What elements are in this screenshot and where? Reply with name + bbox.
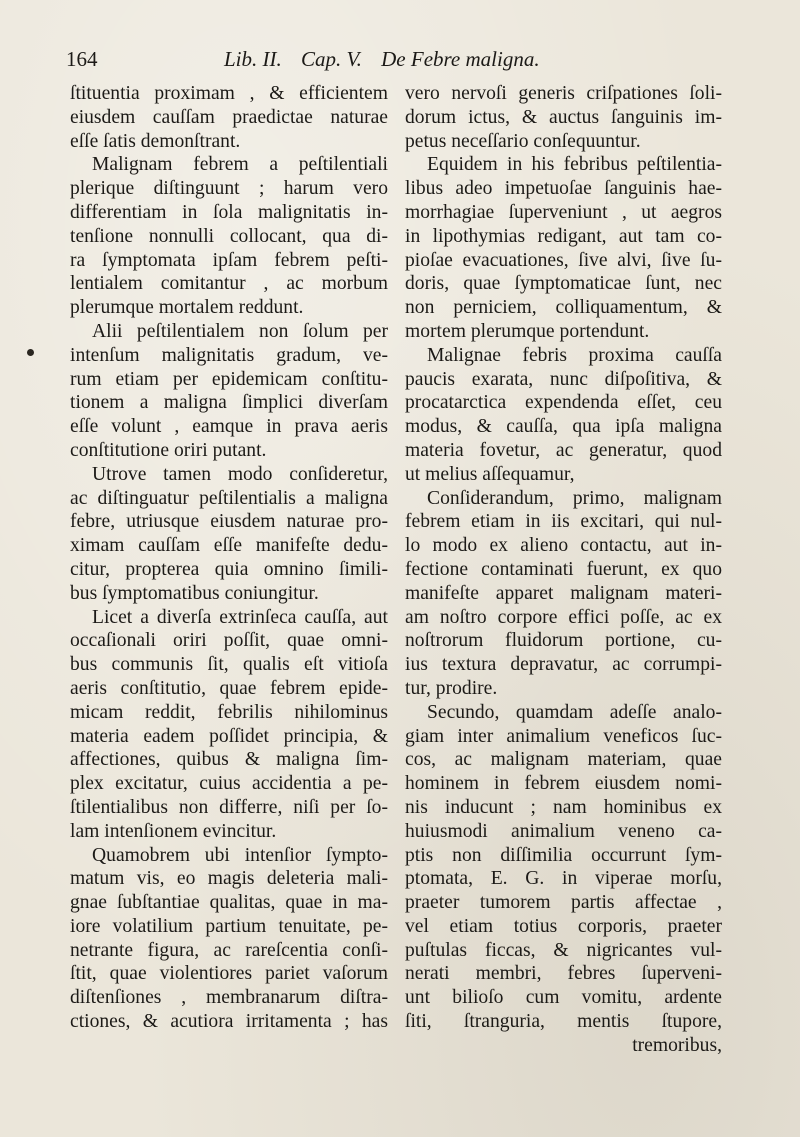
- ink-spot: [27, 349, 34, 356]
- text-line: fectione contaminati fuerunt, ex quo: [405, 558, 722, 580]
- text-line: ſtit, quae violentiores pariet vaſorum: [70, 963, 388, 985]
- text-line: citur, propterea quia omnino ſimili-: [70, 558, 388, 580]
- text-line: materia eadem poſſidet principia, &: [70, 725, 388, 747]
- text-line: Malignam febrem a peſtilentiali: [92, 154, 388, 176]
- paragraph: [70, 844, 388, 1034]
- text-line: Secundo, quamdam adeſſe analo-: [427, 701, 722, 723]
- text-line: plex excitatur, cuius accidentia a pe-: [70, 773, 388, 795]
- text-line: Alii peſtilentialem non ſolum per: [92, 320, 388, 342]
- text-line: vero nervoſi generis criſpationes ſoli-: [405, 83, 722, 104]
- text-line: Quamobrem ubi intenſior ſympto-: [92, 844, 388, 866]
- text-line: ra ſymptomata ipſam febrem peſti-: [70, 249, 388, 271]
- text-line: micam reddit, febrilis nihilominus: [70, 701, 388, 723]
- paragraph: [405, 487, 722, 701]
- text-line: eiusdem cauſſam praedictae naturae: [70, 106, 388, 128]
- text-line: ctiones, & acutiora irritamenta ; has: [70, 1011, 388, 1033]
- paragraph: [70, 153, 388, 320]
- text-line: Malignae febris proxima cauſſa: [427, 344, 722, 366]
- text-line: pioſae evacuationes, ſive alvi, ſive ſu-: [405, 249, 722, 271]
- text-line: ſtituentia proximam , & efficientem: [70, 83, 388, 104]
- text-line: netrante figura, ac rareſcentia conſi-: [70, 939, 388, 961]
- text-line: morrhagiae ſuperveniunt , ut aegros: [405, 201, 722, 223]
- text-line: nerati membri, febres ſuperveni-: [405, 963, 722, 985]
- text-line: materia fovetur, ac generatur, quod: [405, 439, 722, 461]
- running-head-book: Lib. II.: [224, 47, 282, 71]
- text-line: tenſione nonnulli collocant, qua di-: [70, 225, 388, 247]
- text-line: lo modo ex alieno contactu, aut in-: [405, 535, 722, 557]
- text-line: vel etiam totius corporis, praeter: [405, 915, 722, 937]
- text-line: lam intenſionem evincitur.: [70, 820, 277, 842]
- text-line: puſtulas ficcas, & nigricantes vul-: [405, 939, 722, 961]
- text-line: febrem etiam in iis excitari, qui nul-: [405, 511, 722, 533]
- page-number: 164: [66, 47, 98, 71]
- right-column: [405, 82, 722, 1058]
- text-line: iore volatilium partium tenuitate, pe-: [70, 915, 388, 937]
- text-line: bus communis ſit, qualis eſt vitioſa: [70, 654, 388, 676]
- text-line: praeter tumorem partis affectae ,: [405, 892, 722, 914]
- text-line: ximam cauſſam eſſe manifeſte dedu-: [70, 535, 388, 557]
- running-head: [224, 47, 554, 72]
- text-line: bus ſymptomatibus coniungitur.: [70, 582, 319, 604]
- running-head-chapter: Cap. V.: [301, 47, 362, 71]
- text-line: rum etiam per epidemicam conſtitu-: [70, 368, 388, 390]
- paragraph: [405, 344, 722, 487]
- text-line: ſtilentialibus non differre, niſi per ſo-: [70, 796, 388, 818]
- text-line: ut melius aſſequamur,: [405, 463, 575, 485]
- text-line: occaſionali oriri poſſit, quae omni-: [70, 630, 388, 652]
- paragraph: [405, 153, 722, 343]
- text-line: ſiti, ſtranguria, mentis ſtupore,: [405, 1011, 722, 1033]
- running-head-title: De Febre maligna.: [381, 47, 540, 71]
- text-line: intenſum malignitatis gradum, ve-: [70, 344, 388, 366]
- text-line: ptis non diſſimilia occurrunt ſym-: [405, 844, 722, 866]
- paragraph: [70, 463, 388, 606]
- text-line: ac diſtinguatur peſtilentialis a maligna: [70, 487, 388, 509]
- paragraph: [405, 82, 722, 153]
- text-line: tionem a maligna ſimplici diverſam: [70, 392, 388, 414]
- text-line: lentialem comitantur , ac morbum: [70, 273, 388, 295]
- text-line: febre, utriusque eiusdem naturae pro-: [70, 511, 388, 533]
- text-line: Equidem in his febribus peſtilentia-: [427, 154, 722, 176]
- text-line: eſſe volunt , eamque in prava aeris: [70, 416, 388, 438]
- text-line: modus, & cauſſa, qua ipſa maligna: [405, 416, 722, 438]
- text-line: cos, ac malignam materiam, quae: [405, 749, 722, 771]
- text-line: differentiam in ſola malignitatis in-: [70, 201, 388, 223]
- text-line: petus neceſſario conſequuntur.: [405, 130, 641, 152]
- text-line: libus adeo impetuoſae ſanguinis hae-: [405, 178, 722, 200]
- text-line: ius textura depravatur, ac corrumpi-: [405, 654, 722, 676]
- text-line: manifeſte apparet malignam materi-: [405, 582, 722, 604]
- text-line: gnae ſubſtantiae qualitas, quae in ma-: [70, 892, 388, 914]
- text-line: hominem in febrem eiusdem nomi-: [405, 773, 722, 795]
- text-line: unt bilioſo cum vomitu, ardente: [405, 987, 722, 1009]
- text-line: nis inducunt ; nam hominibus ex: [405, 796, 722, 818]
- left-column: [70, 82, 388, 1034]
- text-line: dorum ictus, & auctus ſanguinis im-: [405, 106, 722, 128]
- paragraph: [70, 320, 388, 463]
- text-line: Licet a diverſa extrinſeca cauſſa, aut: [92, 606, 388, 628]
- paragraph: [70, 82, 388, 153]
- text-line: giam inter animalium veneficos ſuc-: [405, 725, 722, 747]
- text-line: huiusmodi animalium veneno ca-: [405, 820, 722, 842]
- text-line: tur, prodire.: [405, 677, 498, 699]
- text-line: diſtenſiones , membranarum diſtra-: [70, 987, 388, 1009]
- text-line: Conſiderandum, primo, malignam: [427, 487, 722, 509]
- text-line: mortem plerumque portendunt.: [405, 320, 650, 342]
- running-header: [64, 44, 726, 74]
- catchword: tremoribus,: [632, 1034, 722, 1056]
- text-line: doris, quae ſymptomaticae ſunt, nec: [405, 273, 722, 295]
- text-line: ptomata, E. G. in viperae morſu,: [405, 868, 722, 890]
- text-line: procatarctica expendenda eſſet, ceu: [405, 392, 722, 414]
- paragraph: [405, 701, 722, 1034]
- text-line: noſtrorum fluidorum portione, cu-: [405, 630, 722, 652]
- text-line: affectiones, quibus & maligna ſim-: [70, 749, 388, 771]
- text-line: plerumque mortalem reddunt.: [70, 297, 304, 319]
- paragraph: [70, 606, 388, 844]
- text-line: eſſe ſatis demonſtrant.: [70, 130, 241, 152]
- text-line: in lipothymias redigant, aut tam co-: [405, 225, 722, 247]
- text-line: conſtitutione oriri putant.: [70, 439, 267, 461]
- text-line: plerique diſtinguunt ; harum vero: [70, 178, 388, 200]
- text-line: Utrove tamen modo conſideretur,: [92, 463, 388, 485]
- text-line: aeris conſtitutio, quae febrem epide-: [70, 677, 388, 699]
- text-line: paucis exarata, nunc diſpoſitiva, &: [405, 368, 722, 390]
- text-line: am noſtro corpore effici poſſe, ac ex: [405, 606, 722, 628]
- text-line: non perniciem, colliquamentum, &: [405, 297, 722, 319]
- text-line: matum vis, eo magis deleteria mali-: [70, 868, 388, 890]
